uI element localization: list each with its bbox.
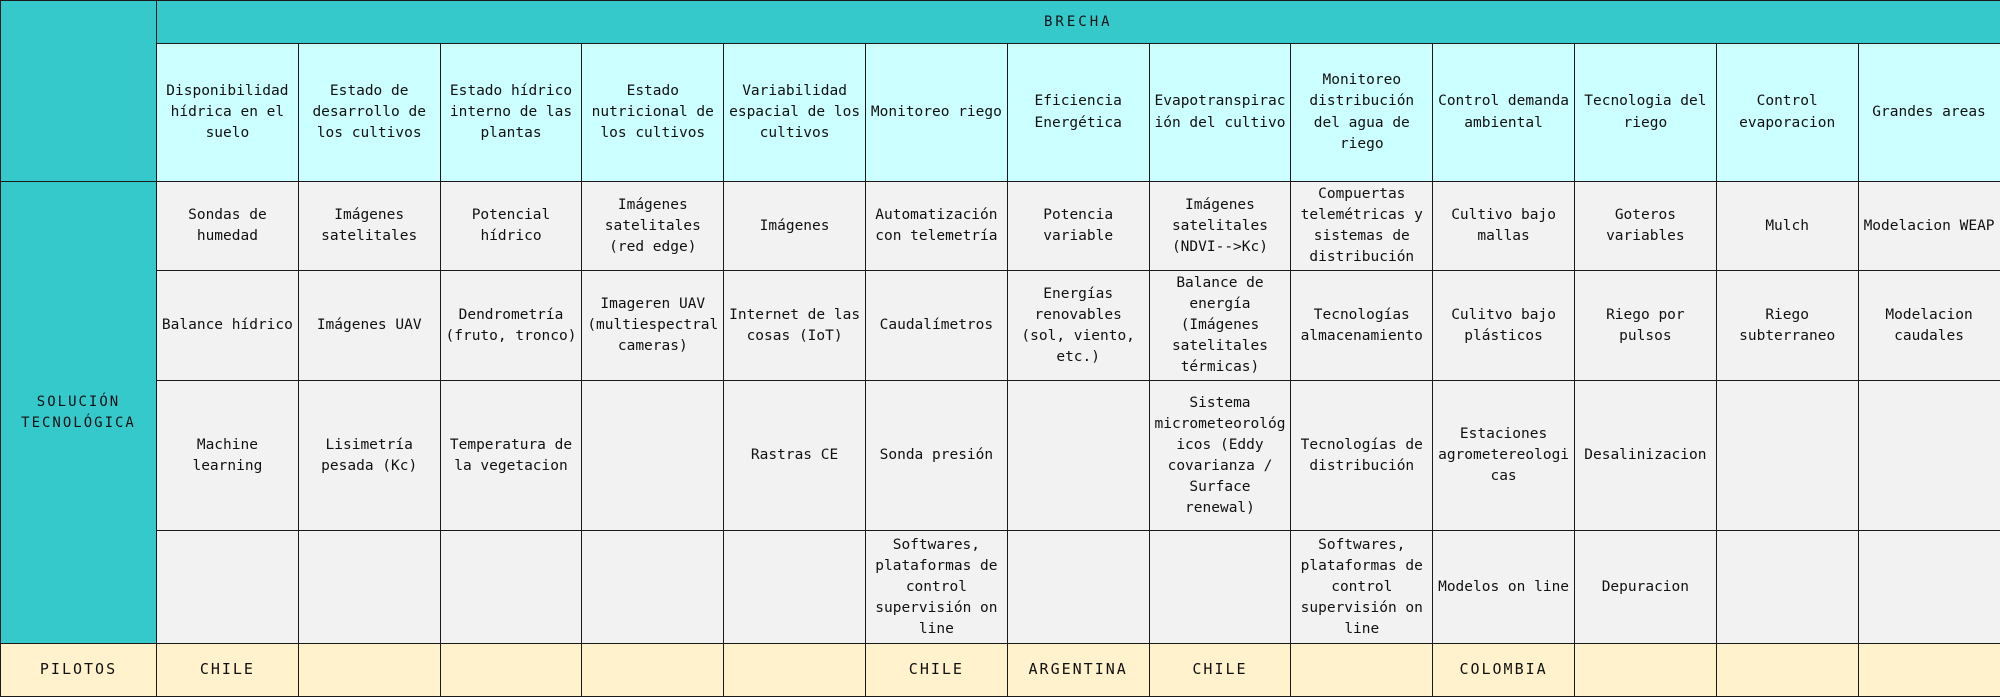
gap-header: Estado hídrico interno de las plantas bbox=[440, 44, 582, 182]
solution-label: SOLUCIÓN TECNOLÓGICA bbox=[1, 182, 157, 644]
gap-header: Estado de desarrollo de los cultivos bbox=[298, 44, 440, 182]
solution-cell: Imágenes UAV bbox=[298, 271, 440, 381]
solution-cell: Imágenes satelitales (NDVI-->Kc) bbox=[1149, 182, 1291, 271]
pilot-cell: COLOMBIA bbox=[1433, 644, 1575, 697]
solution-cell: Riego subterraneo bbox=[1716, 271, 1858, 381]
pilot-cell bbox=[582, 644, 724, 697]
gap-header: Control evaporacion bbox=[1716, 44, 1858, 182]
pilot-cell: CHILE bbox=[157, 644, 299, 697]
pilot-cell: CHILE bbox=[1149, 644, 1291, 697]
gap-header: Estado nutricional de los cultivos bbox=[582, 44, 724, 182]
gap-header: Monitoreo distribución del agua de riego bbox=[1291, 44, 1433, 182]
solution-cell: Imágenes satelitales (red edge) bbox=[582, 182, 724, 271]
pilot-cell bbox=[440, 644, 582, 697]
solution-cell bbox=[582, 531, 724, 644]
solution-cell: Imágenes satelitales bbox=[298, 182, 440, 271]
solution-cell: Cultivo bajo mallas bbox=[1433, 182, 1575, 271]
solution-cell: Imágenes bbox=[724, 182, 866, 271]
pilots-row bbox=[1, 644, 2000, 697]
solution-cell bbox=[1858, 381, 2000, 531]
gap-header-row bbox=[1, 44, 2000, 182]
gap-header: Control demanda ambiental bbox=[1433, 44, 1575, 182]
solution-cell: Riego por pulsos bbox=[1574, 271, 1716, 381]
pilot-cell bbox=[724, 644, 866, 697]
solution-cell: Compuertas telemétricas y sistemas de distribución bbox=[1291, 182, 1433, 271]
gap-header: Evapotranspiración del cultivo bbox=[1149, 44, 1291, 182]
solution-cell: Modelacion caudales bbox=[1858, 271, 2000, 381]
solution-cell: Desalinizacion bbox=[1574, 381, 1716, 531]
solution-cell bbox=[1149, 531, 1291, 644]
pilot-cell bbox=[298, 644, 440, 697]
pilot-cell bbox=[1858, 644, 2000, 697]
solution-cell: Sondas de humedad bbox=[157, 182, 299, 271]
solution-cell: Lisimetría pesada (Kc) bbox=[298, 381, 440, 531]
solution-cell: Caudalímetros bbox=[865, 271, 1007, 381]
solution-cell: Machine learning bbox=[157, 381, 299, 531]
pilot-cell bbox=[1291, 644, 1433, 697]
solution-cell: Potencial hídrico bbox=[440, 182, 582, 271]
solution-cell: Sistema micrometeorológicos (Eddy covarianza / Surface renewal) bbox=[1149, 381, 1291, 531]
solution-cell: Modelacion WEAP bbox=[1858, 182, 2000, 271]
solution-cell: Automatización con telemetría bbox=[865, 182, 1007, 271]
solution-cell: Softwares, plataformas de control supervisión on line bbox=[865, 531, 1007, 644]
solution-cell: Energías renovables (sol, viento, etc.) bbox=[1007, 271, 1149, 381]
solution-cell: Dendrometría (fruto, tronco) bbox=[440, 271, 582, 381]
solution-cell: Goteros variables bbox=[1574, 182, 1716, 271]
pilot-cell: ARGENTINA bbox=[1007, 644, 1149, 697]
solution-cell: Balance hídrico bbox=[157, 271, 299, 381]
brecha-header: BRECHA bbox=[157, 1, 2000, 44]
solution-cell: Culitvo bajo plásticos bbox=[1433, 271, 1575, 381]
pilot-cell bbox=[1574, 644, 1716, 697]
solution-cell: Balance de energía (Imágenes satelitales térmicas) bbox=[1149, 271, 1291, 381]
solution-cell bbox=[1858, 531, 2000, 644]
pilot-cell bbox=[1716, 644, 1858, 697]
solution-cell bbox=[724, 531, 866, 644]
solution-cell: Estaciones agrometereologicas bbox=[1433, 381, 1575, 531]
gap-header: Disponibilidad hídrica en el suelo bbox=[157, 44, 299, 182]
gap-header: Variabilidad espacial de los cultivos bbox=[724, 44, 866, 182]
solution-cell bbox=[1716, 381, 1858, 531]
pilot-cell: CHILE bbox=[865, 644, 1007, 697]
solution-cell: Internet de las cosas (IoT) bbox=[724, 271, 866, 381]
solution-cell: Tecnologías almacenamiento bbox=[1291, 271, 1433, 381]
gap-header: Tecnologia del riego bbox=[1574, 44, 1716, 182]
solution-cell bbox=[298, 531, 440, 644]
solution-row bbox=[1, 381, 2000, 531]
solution-cell: Depuracion bbox=[1574, 531, 1716, 644]
gap-header: Eficiencia Energética bbox=[1007, 44, 1149, 182]
solution-row bbox=[1, 271, 2000, 381]
solution-cell: Mulch bbox=[1716, 182, 1858, 271]
solution-cell bbox=[1007, 531, 1149, 644]
solution-cell: Tecnologías de distribución bbox=[1291, 381, 1433, 531]
solution-row bbox=[1, 182, 2000, 271]
solution-cell: Modelos on line bbox=[1433, 531, 1575, 644]
pilots-label: PILOTOS bbox=[1, 644, 157, 697]
solution-cell: Imageren UAV (multiespectral cameras) bbox=[582, 271, 724, 381]
corner-cell bbox=[1, 1, 157, 182]
solution-cell bbox=[1716, 531, 1858, 644]
solution-cell bbox=[1007, 381, 1149, 531]
solution-cell: Temperatura de la vegetacion bbox=[440, 381, 582, 531]
solution-row bbox=[1, 531, 2000, 644]
solution-cell: Rastras CE bbox=[724, 381, 866, 531]
solution-cell: Softwares, plataformas de control supervisión on line bbox=[1291, 531, 1433, 644]
solution-cell: Potencia variable bbox=[1007, 182, 1149, 271]
solution-cell bbox=[440, 531, 582, 644]
gap-header: Monitoreo riego bbox=[865, 44, 1007, 182]
solution-cell bbox=[582, 381, 724, 531]
gap-header: Grandes areas bbox=[1858, 44, 2000, 182]
solution-cell bbox=[157, 531, 299, 644]
solution-cell: Sonda presión bbox=[865, 381, 1007, 531]
